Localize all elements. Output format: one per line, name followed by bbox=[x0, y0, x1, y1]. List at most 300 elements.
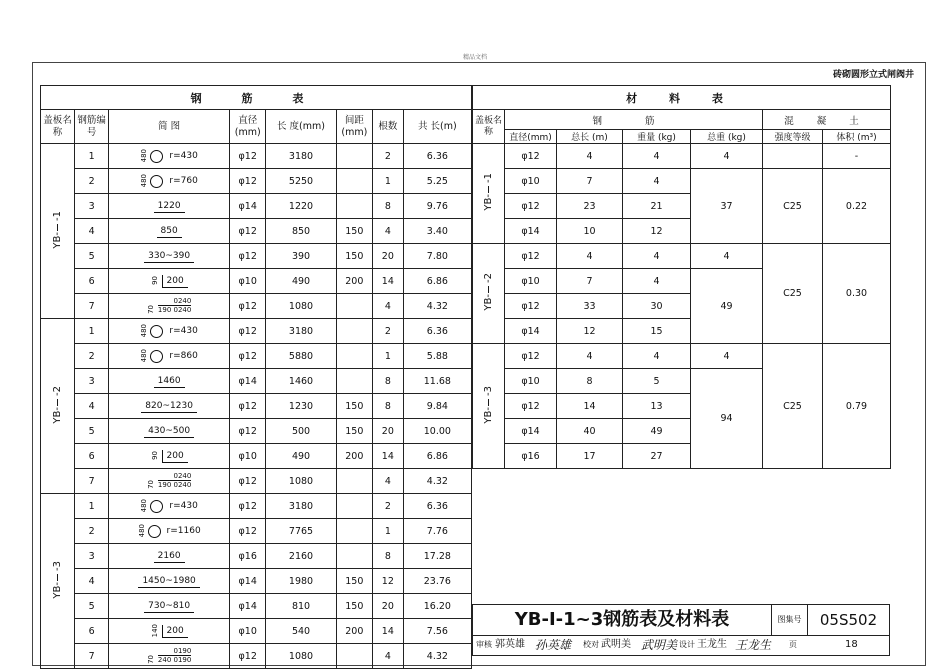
material-total-length: 10 bbox=[557, 219, 623, 244]
bar-dim-label: 330~390 bbox=[144, 250, 194, 263]
table-row bbox=[41, 519, 472, 544]
steel-col-header: 直径(mm) bbox=[230, 110, 266, 144]
bar-count: 4 bbox=[372, 294, 403, 319]
bent-bar-sketch bbox=[158, 472, 191, 489]
table-row bbox=[41, 494, 472, 519]
bar-spacing: 200 bbox=[336, 619, 372, 644]
table-row bbox=[41, 419, 472, 444]
bar-total-length: 7.56 bbox=[403, 619, 471, 644]
bar-length: 1080 bbox=[266, 469, 336, 494]
table-row bbox=[41, 344, 472, 369]
concrete-grade: C25 bbox=[763, 244, 823, 344]
material-total-length: 14 bbox=[557, 394, 623, 419]
bar-shape-sketch bbox=[109, 419, 230, 444]
bar-length: 1220 bbox=[266, 194, 336, 219]
steel-table-title: 钢 筋 表 bbox=[41, 86, 472, 110]
circle-ring-icon bbox=[150, 350, 163, 363]
atlas-number-label: 图集号 bbox=[772, 604, 808, 636]
table-row bbox=[473, 169, 891, 194]
bar-shape-sketch bbox=[109, 594, 230, 619]
bar-number: 2 bbox=[75, 519, 109, 544]
drawing-title: YB-Ⅰ-1~3钢筋表及材料表 bbox=[472, 604, 772, 636]
bent-bar-sketch bbox=[158, 647, 191, 664]
bar-total-length: 4.32 bbox=[403, 469, 471, 494]
bar-total-length: 6.36 bbox=[403, 144, 471, 169]
bar-shape-sketch bbox=[109, 469, 230, 494]
bar-diameter: φ10 bbox=[230, 269, 266, 294]
bar-total-length: 6.86 bbox=[403, 444, 471, 469]
bar-shape-sketch bbox=[109, 394, 230, 419]
plate-name: YB-Ⅰ-1 bbox=[483, 173, 494, 211]
bar-number: 6 bbox=[75, 444, 109, 469]
bar-dim-label: 480 bbox=[140, 174, 149, 188]
designer-name: 王龙生 bbox=[697, 639, 727, 650]
bar-spacing: 200 bbox=[336, 444, 372, 469]
bar-spacing: 150 bbox=[336, 569, 372, 594]
bar-total-length: 9.76 bbox=[403, 194, 471, 219]
reviewer-signature: 孙英雄 bbox=[535, 638, 572, 652]
bar-diameter: φ12 bbox=[230, 469, 266, 494]
bar-count: 20 bbox=[372, 244, 403, 269]
bar-total-length: 6.86 bbox=[403, 269, 471, 294]
bar-dim-label: 480 bbox=[140, 499, 149, 513]
bar-number: 7 bbox=[75, 644, 109, 669]
table-row bbox=[41, 444, 472, 469]
bar-count: 14 bbox=[372, 619, 403, 644]
drawing-series-title: 砖砌圆形立式闸阀井 bbox=[832, 70, 914, 80]
bar-shape-sketch bbox=[109, 444, 230, 469]
bar-shape-sketch bbox=[109, 494, 230, 519]
table-row bbox=[473, 244, 891, 269]
bar-dim-label: 200 bbox=[162, 450, 188, 463]
bar-spacing bbox=[336, 194, 372, 219]
material-total-length: 7 bbox=[557, 169, 623, 194]
bar-count: 4 bbox=[372, 219, 403, 244]
bar-length: 7765 bbox=[266, 519, 336, 544]
bar-total-length: 16.20 bbox=[403, 594, 471, 619]
bar-spacing bbox=[336, 544, 372, 569]
bar-dim-label: 190 0240 bbox=[157, 481, 192, 489]
material-weight: 5 bbox=[623, 369, 691, 394]
bar-length: 1460 bbox=[266, 369, 336, 394]
bar-total-length: 4.32 bbox=[403, 644, 471, 669]
plate-name: YB-Ⅰ-1 bbox=[52, 210, 64, 249]
bar-shape-sketch bbox=[109, 269, 230, 294]
bar-dim-label: 0240 bbox=[173, 297, 192, 305]
material-table bbox=[472, 85, 891, 469]
bar-dim-label: 480 bbox=[140, 324, 149, 338]
table-row bbox=[41, 194, 472, 219]
steel-col-header: 共 长(m) bbox=[403, 110, 471, 144]
material-total-weight: 94 bbox=[691, 369, 763, 469]
material-diameter: φ14 bbox=[505, 319, 557, 344]
bar-shape-sketch bbox=[109, 219, 230, 244]
material-total-weight: 49 bbox=[691, 269, 763, 344]
bar-length: 3180 bbox=[266, 494, 336, 519]
material-total-weight: 4 bbox=[691, 344, 763, 369]
bar-dim-label: 190 0240 bbox=[157, 306, 192, 314]
bar-shape-sketch bbox=[109, 144, 230, 169]
review-label: 审核 bbox=[476, 640, 492, 649]
plate-name-cell bbox=[473, 144, 505, 244]
concrete-volume: 0.79 bbox=[823, 344, 891, 469]
bar-dim-label: r=1160 bbox=[166, 526, 201, 537]
bar-length: 1980 bbox=[266, 569, 336, 594]
bar-total-length: 11.68 bbox=[403, 369, 471, 394]
bar-number: 1 bbox=[75, 494, 109, 519]
circle-ring-icon bbox=[150, 325, 163, 338]
plate-name-cell bbox=[473, 244, 505, 344]
bar-dim-label: 820~1230 bbox=[141, 400, 197, 413]
bar-dim-label: r=860 bbox=[169, 351, 198, 362]
material-subcol-header: 体积 (m³) bbox=[823, 130, 891, 144]
bar-number: 3 bbox=[75, 194, 109, 219]
bar-number: 6 bbox=[75, 619, 109, 644]
table-row bbox=[41, 169, 472, 194]
material-diameter: φ10 bbox=[505, 269, 557, 294]
material-weight: 30 bbox=[623, 294, 691, 319]
bar-diameter: φ12 bbox=[230, 219, 266, 244]
material-weight: 12 bbox=[623, 219, 691, 244]
bar-length: 2160 bbox=[266, 544, 336, 569]
bar-dim-label: 1220 bbox=[154, 200, 185, 213]
material-total-length: 7 bbox=[557, 269, 623, 294]
steel-bar-table bbox=[40, 85, 472, 669]
bar-count: 8 bbox=[372, 194, 403, 219]
bar-length: 1230 bbox=[266, 394, 336, 419]
bar-dim-label: 90 bbox=[150, 275, 159, 285]
material-total-weight: 4 bbox=[691, 244, 763, 269]
bar-diameter: φ14 bbox=[230, 569, 266, 594]
table-row bbox=[41, 569, 472, 594]
bar-length: 5880 bbox=[266, 344, 336, 369]
table-row bbox=[41, 619, 472, 644]
table-row bbox=[473, 344, 891, 369]
steel-col-header: 简 图 bbox=[109, 110, 230, 144]
bar-count: 1 bbox=[372, 519, 403, 544]
bar-count: 4 bbox=[372, 469, 403, 494]
material-diameter: φ12 bbox=[505, 144, 557, 169]
bar-diameter: φ10 bbox=[230, 619, 266, 644]
bar-total-length: 10.00 bbox=[403, 419, 471, 444]
bar-number: 4 bbox=[75, 394, 109, 419]
bar-count: 8 bbox=[372, 369, 403, 394]
table-row bbox=[41, 394, 472, 419]
bar-diameter: φ14 bbox=[230, 194, 266, 219]
bar-number: 6 bbox=[75, 269, 109, 294]
bar-shape-sketch bbox=[109, 169, 230, 194]
bar-number: 5 bbox=[75, 419, 109, 444]
bar-spacing bbox=[336, 644, 372, 669]
bar-count: 4 bbox=[372, 644, 403, 669]
signature-row bbox=[472, 636, 890, 656]
plate-name-cell bbox=[473, 344, 505, 469]
table-row bbox=[41, 144, 472, 169]
bar-spacing: 150 bbox=[336, 594, 372, 619]
table-row bbox=[41, 269, 472, 294]
material-total-length: 33 bbox=[557, 294, 623, 319]
bar-shape-sketch bbox=[109, 644, 230, 669]
bar-number: 7 bbox=[75, 294, 109, 319]
material-weight: 21 bbox=[623, 194, 691, 219]
bar-shape-sketch bbox=[109, 619, 230, 644]
table-row bbox=[41, 644, 472, 669]
material-weight: 4 bbox=[623, 269, 691, 294]
steel-col-header: 间距(mm) bbox=[336, 110, 372, 144]
plate-name-cell bbox=[41, 494, 75, 669]
bar-dim-label: 480 bbox=[137, 524, 146, 538]
bar-diameter: φ12 bbox=[230, 144, 266, 169]
bar-total-length: 9.84 bbox=[403, 394, 471, 419]
concrete-grade: C25 bbox=[763, 169, 823, 244]
bar-number: 3 bbox=[75, 544, 109, 569]
bar-dim-label: 1460 bbox=[154, 375, 185, 388]
material-total-length: 4 bbox=[557, 344, 623, 369]
material-diameter: φ10 bbox=[505, 369, 557, 394]
material-subcol-header: 直径(mm) bbox=[505, 130, 557, 144]
designer-signature: 王龙生 bbox=[735, 638, 772, 652]
material-steel-group: 钢 筋 bbox=[505, 110, 763, 130]
table-row bbox=[41, 544, 472, 569]
bar-count: 1 bbox=[372, 169, 403, 194]
plate-name: YB-Ⅰ-2 bbox=[483, 273, 494, 311]
bar-dim-label: 140 bbox=[150, 623, 159, 638]
bar-total-length: 7.76 bbox=[403, 519, 471, 544]
bar-length: 500 bbox=[266, 419, 336, 444]
bar-spacing bbox=[336, 369, 372, 394]
bar-total-length: 6.36 bbox=[403, 494, 471, 519]
bar-count: 2 bbox=[372, 144, 403, 169]
bar-length: 490 bbox=[266, 269, 336, 294]
material-total-length: 23 bbox=[557, 194, 623, 219]
design-label: 设计 bbox=[679, 640, 695, 649]
bar-dim-label: 480 bbox=[140, 349, 149, 363]
table-row bbox=[41, 244, 472, 269]
check-label: 校对 bbox=[583, 640, 599, 649]
bar-dim-label: 200 bbox=[162, 275, 188, 288]
bar-spacing bbox=[336, 319, 372, 344]
bar-spacing bbox=[336, 169, 372, 194]
table-row bbox=[41, 469, 472, 494]
bar-dim-label: r=430 bbox=[169, 151, 198, 162]
steel-col-header: 根数 bbox=[372, 110, 403, 144]
circle-ring-icon bbox=[150, 500, 163, 513]
bar-diameter: φ12 bbox=[230, 394, 266, 419]
bar-shape-sketch bbox=[109, 244, 230, 269]
material-total-length: 4 bbox=[557, 244, 623, 269]
concrete-grade-empty bbox=[763, 144, 823, 169]
checker-signature: 武明美 bbox=[641, 638, 678, 652]
bar-shape-sketch bbox=[109, 369, 230, 394]
bar-count: 12 bbox=[372, 569, 403, 594]
concrete-grade: C25 bbox=[763, 344, 823, 469]
bar-length: 1080 bbox=[266, 294, 336, 319]
material-diameter: φ14 bbox=[505, 219, 557, 244]
concrete-volume: - bbox=[823, 144, 891, 169]
plate-name: YB-Ⅰ-2 bbox=[52, 385, 64, 424]
bent-bar-sketch bbox=[158, 297, 191, 314]
bar-count: 2 bbox=[372, 319, 403, 344]
bar-dim-label: 850 bbox=[157, 225, 182, 238]
reviewer-name: 郭英雄 bbox=[495, 639, 525, 650]
bar-diameter: φ14 bbox=[230, 369, 266, 394]
material-concrete-group: 混 凝 土 bbox=[763, 110, 891, 130]
bar-dim-label: 70 bbox=[146, 655, 155, 664]
plate-name-cell bbox=[41, 319, 75, 494]
material-weight: 49 bbox=[623, 419, 691, 444]
bar-dim-label: 90 bbox=[150, 450, 159, 460]
bar-spacing bbox=[336, 494, 372, 519]
bar-dim-label: 200 bbox=[162, 625, 188, 638]
plate-name: YB-Ⅰ-3 bbox=[52, 560, 64, 599]
material-weight: 4 bbox=[623, 169, 691, 194]
bar-length: 5250 bbox=[266, 169, 336, 194]
material-diameter: φ12 bbox=[505, 344, 557, 369]
steel-col-header: 钢筋编号 bbox=[75, 110, 109, 144]
bar-spacing bbox=[336, 344, 372, 369]
bar-length: 3180 bbox=[266, 144, 336, 169]
table-row bbox=[41, 219, 472, 244]
bar-shape-sketch bbox=[109, 569, 230, 594]
bar-dim-label: 480 bbox=[140, 149, 149, 163]
bar-dim-label: 730~810 bbox=[144, 600, 194, 613]
bar-dim-label: 0190 bbox=[173, 647, 192, 655]
material-diameter: φ10 bbox=[505, 169, 557, 194]
bar-dim-label: r=430 bbox=[169, 501, 198, 512]
bar-total-length: 23.76 bbox=[403, 569, 471, 594]
bar-diameter: φ12 bbox=[230, 169, 266, 194]
table-row bbox=[41, 369, 472, 394]
bar-spacing bbox=[336, 469, 372, 494]
bar-spacing: 150 bbox=[336, 394, 372, 419]
bar-dim-label: 70 bbox=[146, 480, 155, 489]
material-weight: 4 bbox=[623, 344, 691, 369]
material-diameter: φ12 bbox=[505, 394, 557, 419]
table-row bbox=[41, 294, 472, 319]
material-total-length: 8 bbox=[557, 369, 623, 394]
bar-diameter: φ12 bbox=[230, 519, 266, 544]
bar-total-length: 6.36 bbox=[403, 319, 471, 344]
bar-shape-sketch bbox=[109, 344, 230, 369]
bar-spacing bbox=[336, 519, 372, 544]
checker-name: 武明美 bbox=[601, 639, 631, 650]
bar-length: 540 bbox=[266, 619, 336, 644]
bar-shape-sketch bbox=[109, 544, 230, 569]
circle-ring-icon bbox=[148, 525, 161, 538]
bar-number: 1 bbox=[75, 144, 109, 169]
material-total-length: 40 bbox=[557, 419, 623, 444]
bar-total-length: 17.28 bbox=[403, 544, 471, 569]
bar-diameter: φ12 bbox=[230, 244, 266, 269]
title-block bbox=[472, 604, 890, 656]
bar-dim-label: 240 0190 bbox=[157, 656, 192, 664]
bar-number: 4 bbox=[75, 219, 109, 244]
bar-dim-label: r=430 bbox=[169, 326, 198, 337]
material-diameter: φ12 bbox=[505, 194, 557, 219]
bar-spacing: 150 bbox=[336, 219, 372, 244]
table-row bbox=[41, 319, 472, 344]
bar-dim-label: 2160 bbox=[154, 550, 185, 563]
circle-ring-icon bbox=[150, 150, 163, 163]
bar-number: 4 bbox=[75, 569, 109, 594]
bar-number: 1 bbox=[75, 319, 109, 344]
material-total-weight: 4 bbox=[691, 144, 763, 169]
bar-total-length: 3.40 bbox=[403, 219, 471, 244]
bar-spacing: 200 bbox=[336, 269, 372, 294]
bar-diameter: φ12 bbox=[230, 319, 266, 344]
bar-count: 20 bbox=[372, 419, 403, 444]
bar-shape-sketch bbox=[109, 519, 230, 544]
bar-diameter: φ14 bbox=[230, 594, 266, 619]
plate-name: YB-Ⅰ-3 bbox=[483, 385, 494, 424]
bar-diameter: φ12 bbox=[230, 344, 266, 369]
bar-length: 850 bbox=[266, 219, 336, 244]
material-total-weight: 37 bbox=[691, 169, 763, 244]
bar-count: 20 bbox=[372, 594, 403, 619]
bar-diameter: φ12 bbox=[230, 644, 266, 669]
bar-diameter: φ12 bbox=[230, 419, 266, 444]
document-watermark-header: 精品文档 bbox=[462, 54, 487, 61]
bar-count: 8 bbox=[372, 394, 403, 419]
material-weight: 4 bbox=[623, 244, 691, 269]
material-subcol-header: 总重 (kg) bbox=[691, 130, 763, 144]
bar-number: 5 bbox=[75, 594, 109, 619]
material-weight: 4 bbox=[623, 144, 691, 169]
bar-number: 2 bbox=[75, 169, 109, 194]
bar-number: 3 bbox=[75, 369, 109, 394]
atlas-number: 05S502 bbox=[808, 604, 890, 636]
material-table-title: 材 料 表 bbox=[473, 86, 891, 110]
concrete-volume: 0.30 bbox=[823, 244, 891, 344]
table-row bbox=[41, 594, 472, 619]
bar-number: 7 bbox=[75, 469, 109, 494]
circle-ring-icon bbox=[150, 175, 163, 188]
bar-total-length: 7.80 bbox=[403, 244, 471, 269]
bar-length: 490 bbox=[266, 444, 336, 469]
bar-spacing: 150 bbox=[336, 244, 372, 269]
bar-count: 1 bbox=[372, 344, 403, 369]
steel-col-header: 盖板名称 bbox=[41, 110, 75, 144]
bar-total-length: 4.32 bbox=[403, 294, 471, 319]
bar-length: 3180 bbox=[266, 319, 336, 344]
concrete-volume: 0.22 bbox=[823, 169, 891, 244]
material-col-plate: 盖板名称 bbox=[473, 110, 505, 144]
bar-total-length: 5.25 bbox=[403, 169, 471, 194]
bar-spacing bbox=[336, 144, 372, 169]
bar-diameter: φ12 bbox=[230, 294, 266, 319]
bar-number: 2 bbox=[75, 344, 109, 369]
bar-dim-label: 0240 bbox=[173, 472, 192, 480]
bar-dim-label: 70 bbox=[146, 305, 155, 314]
page-number: 18 bbox=[845, 639, 858, 650]
bar-count: 8 bbox=[372, 544, 403, 569]
material-total-length: 4 bbox=[557, 144, 623, 169]
bar-diameter: φ16 bbox=[230, 544, 266, 569]
material-subcol-header: 总长 (m) bbox=[557, 130, 623, 144]
bar-spacing: 150 bbox=[336, 419, 372, 444]
material-diameter: φ12 bbox=[505, 294, 557, 319]
material-diameter: φ14 bbox=[505, 419, 557, 444]
material-subcol-header: 重量 (kg) bbox=[623, 130, 691, 144]
bar-dim-label: r=760 bbox=[169, 176, 198, 187]
bar-diameter: φ10 bbox=[230, 444, 266, 469]
bar-number: 5 bbox=[75, 244, 109, 269]
bar-length: 810 bbox=[266, 594, 336, 619]
bar-dim-label: 1450~1980 bbox=[138, 575, 199, 588]
bar-spacing bbox=[336, 294, 372, 319]
page-label: 页 bbox=[789, 640, 797, 649]
bar-shape-sketch bbox=[109, 294, 230, 319]
